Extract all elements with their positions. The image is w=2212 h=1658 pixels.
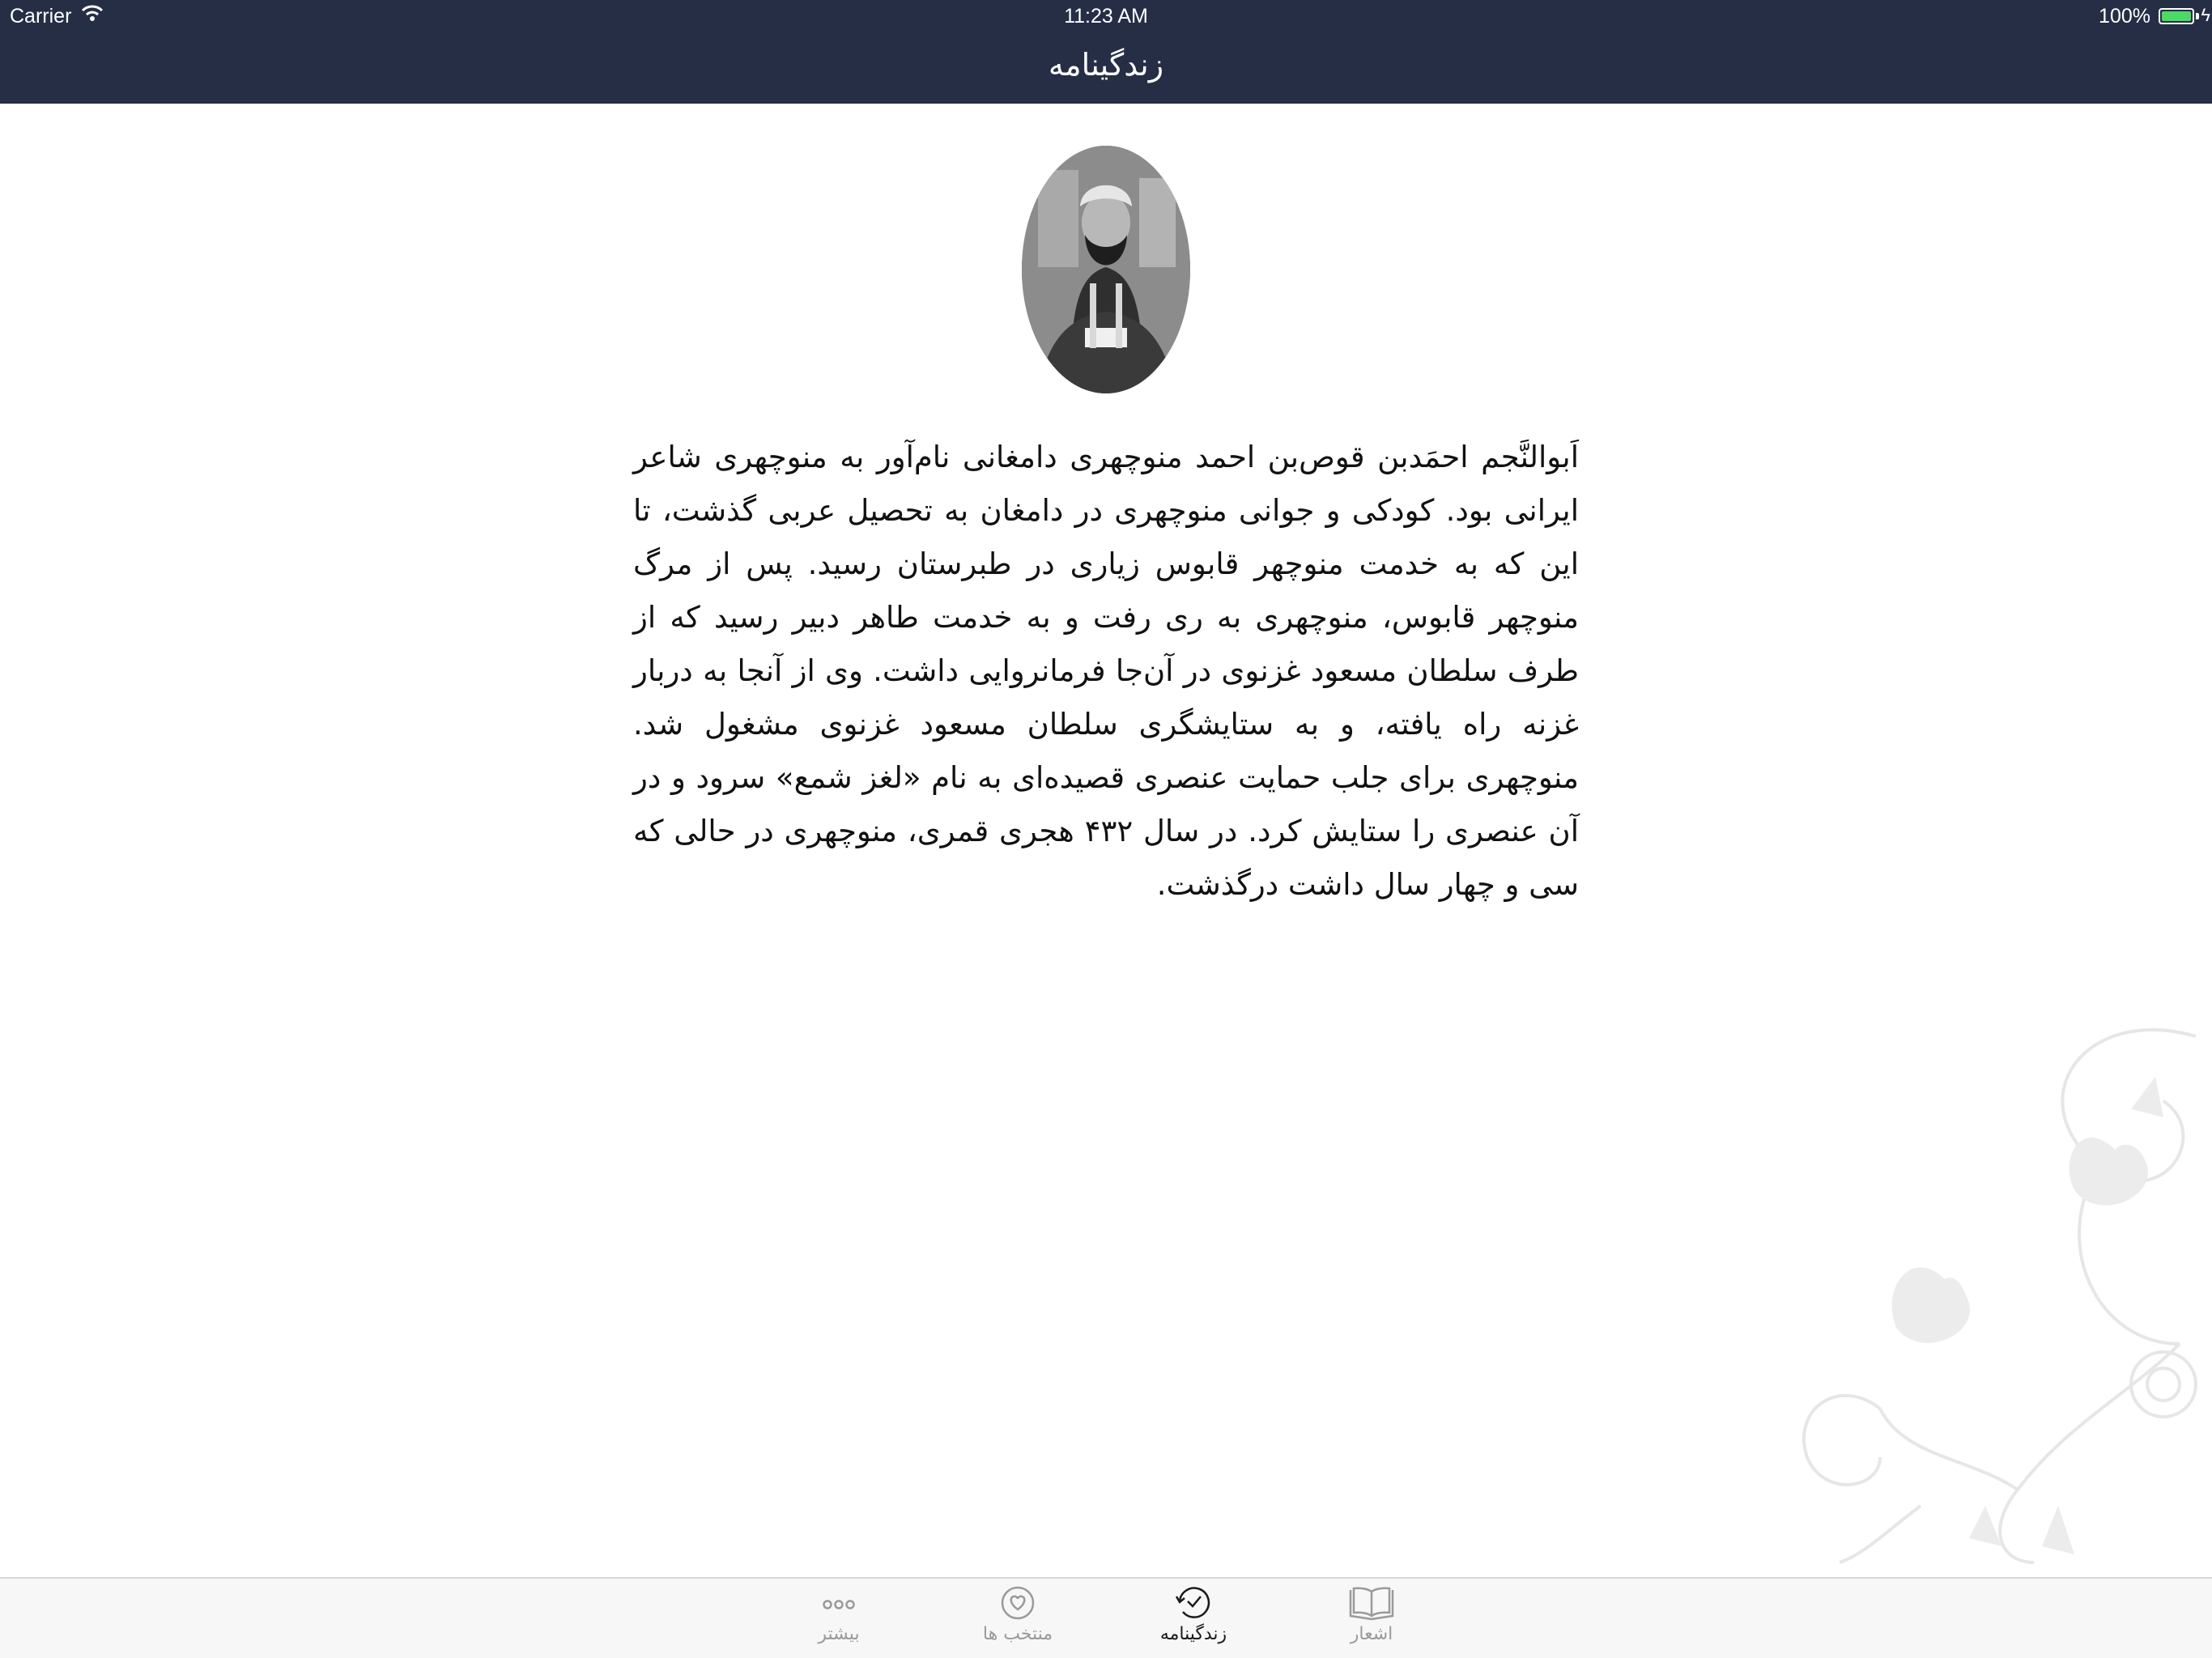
navigation-bar (0, 32, 2212, 104)
tab-favorites[interactable] (937, 1585, 1099, 1644)
carrier-label: Carrier (10, 5, 72, 28)
battery-tip (2196, 13, 2199, 19)
book-icon (1347, 1585, 1396, 1621)
tab-favorites-label: منتخب ها (982, 1624, 1053, 1644)
tab-poems[interactable] (1291, 1585, 1453, 1644)
page-title: زندگینامه (1048, 47, 1164, 83)
tab-more-label: بیشتر (818, 1624, 860, 1644)
heart-icon (998, 1585, 1038, 1621)
biography-text: اَبوالنَّجم احمَدبن قوص‌بن احمد منوچهری دامغانی نام‌آور به منوچهری شاعر ایرانی بود. کودکی و جوانی منوچهری در دامغان به تحصیل عربی گذشت، تا این که به خدمت منوچهر قابوس زیاری در طبرستان رسید. پس از مرگ منوچهر قابوس، منوچهری به ری رفت و به خدمت طاهر دبیر رسید که از طرف سلطان مسعود غزنوی در آن‌جا فرمانروایی داشت. وی از آنجا به دربار غزنه راه یافته، و به ستایشگری سلطان مسعود غزنوی مشغول شد. منوچهری برای جلب حمایت عنصری قصیده‌ای به نام «لغز شمع» سرود و در آن عنصری را ستایش کرد. در سال ۴۳۲ هجری قمری، منوچهری در حالی که سی و چهار سال داشت درگذشت. (633, 440, 1579, 902)
battery-percent: 100% (2099, 5, 2150, 28)
floral-decoration (1678, 1004, 2212, 1571)
more-icon (819, 1585, 859, 1621)
tab-more[interactable] (758, 1585, 920, 1644)
status-time: 11:23 AM (1064, 5, 1148, 28)
tab-biography-label: زندگینامه (1159, 1624, 1227, 1644)
poet-portrait-image (1022, 146, 1190, 393)
history-icon (1173, 1585, 1214, 1621)
status-bar (0, 0, 2212, 32)
tab-poems-label: اشعار (1350, 1624, 1393, 1644)
tab-biography[interactable] (1112, 1585, 1274, 1644)
tab-bar (0, 1577, 2212, 1658)
battery-icon (2159, 8, 2194, 24)
charging-icon: ϟ (2201, 5, 2210, 25)
